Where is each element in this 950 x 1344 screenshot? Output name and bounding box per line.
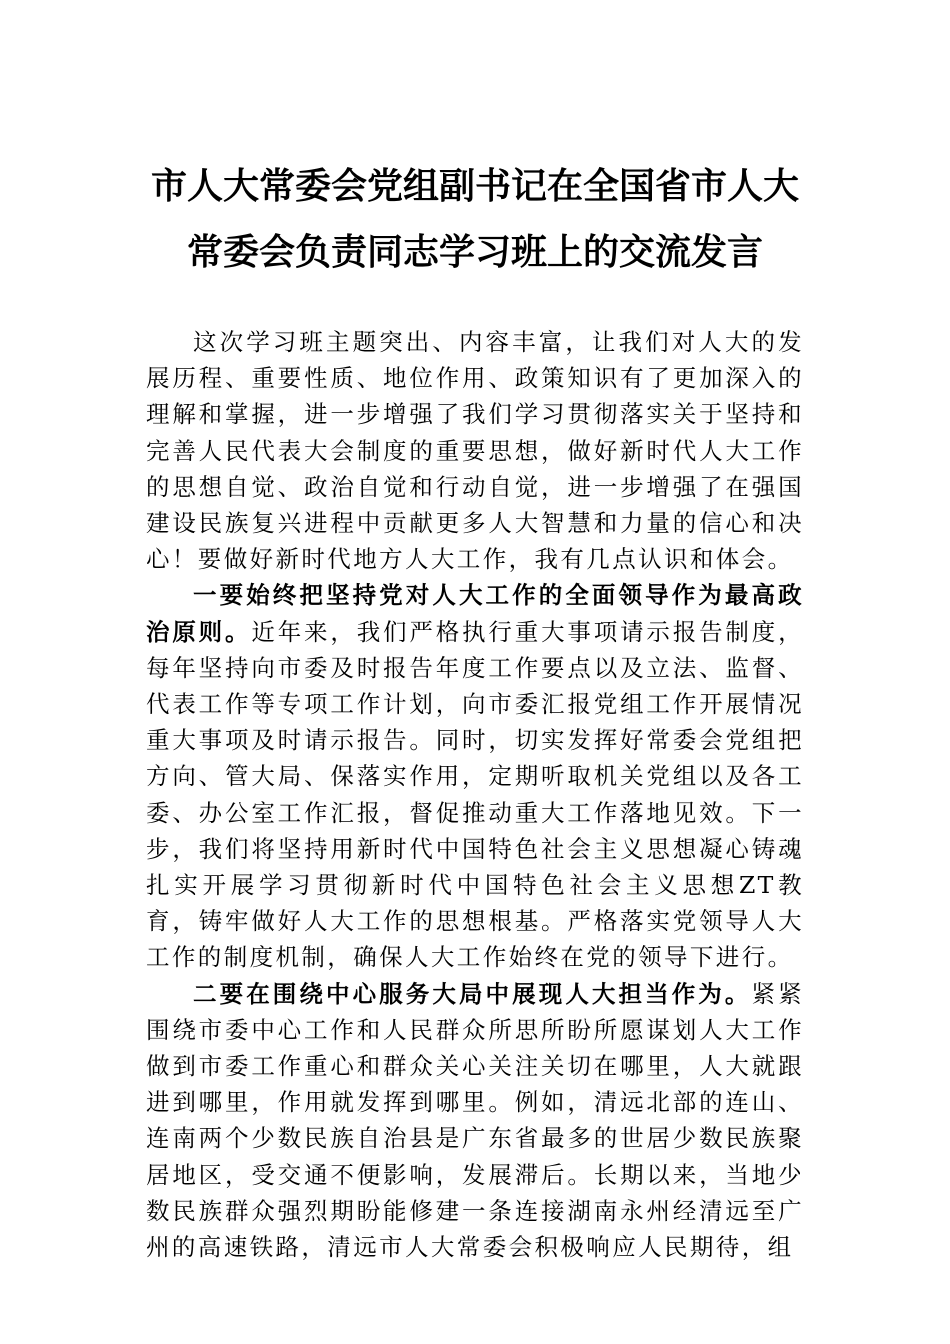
paragraph-heading: 一要始终把坚持党对人大工作的全面领导作为最高政治原则。: [146, 581, 804, 646]
paragraph-text: 近年来，我们严格执行重大事项请示报告制度，每年坚持向市委及时报告年度工作要点以及立法、监督、代表工作等专项工作计划，向市委汇报党组工作开展情况重大事项及时请示报告。同时，切实发挥好常委会党组把方向、管大局、保落实作用，定期听取机关党组以及各工委、办公室工作汇报，督促推动重大工作落地见效。下一步，我们将坚持用新时代中国特色社会主义思想凝心铸魂扎实开展学习贯彻新时代中国特色社会主义思想ZT教育，铸牢做好人大工作的思想根基。严格落实党领导人大工作的制度机制，确保人大工作始终在党的领导下进行。: [146, 617, 804, 972]
paragraph-heading: 二要在围绕中心服务大局中展现人大担当作为。: [193, 979, 752, 1008]
document-title-line-1: 市人大常委会党组副书记在全国省市人大: [150, 165, 799, 207]
paragraph-intro: [146, 324, 804, 577]
document-body: [146, 324, 804, 1265]
paragraph-text: 紧紧围绕市委中心工作和人民群众所思所盼所愿谋划人大工作做到市委工作重心和群众关心关注关切在哪里，人大就跟进到哪里，作用就发挥到哪里。例如，清远北部的连山、连南两个少数民族自治县是广东省最多的世居少数民族聚居地区，受交通不便影响，发展滞后。长期以来，当地少数民族群众强烈期盼能修建一条连接湖南永州经清远至广州的高速铁路，清远市人大常委会积极响应人民期待，组: [146, 979, 804, 1262]
paragraph-text: 这次学习班主题突出、内容丰富，让我们对人大的发展历程、重要性质、地位作用、政策知识有了更加深入的理解和掌握，进一步增强了我们学习贯彻落实关于坚持和完善人民代表大会制度的重要思想，做好新时代人大工作的思想自觉、政治自觉和行动自觉，进一步增强了在强国建设民族复兴进程中贡献更多人大智慧和力量的信心和决心！要做好新时代地方人大工作，我有几点认识和体会。: [146, 328, 804, 574]
paragraph-point-one: [146, 577, 804, 975]
document-title-line-2: 常委会负责同志学习班上的交流发言: [186, 231, 763, 273]
paragraph-point-two: [146, 976, 804, 1266]
